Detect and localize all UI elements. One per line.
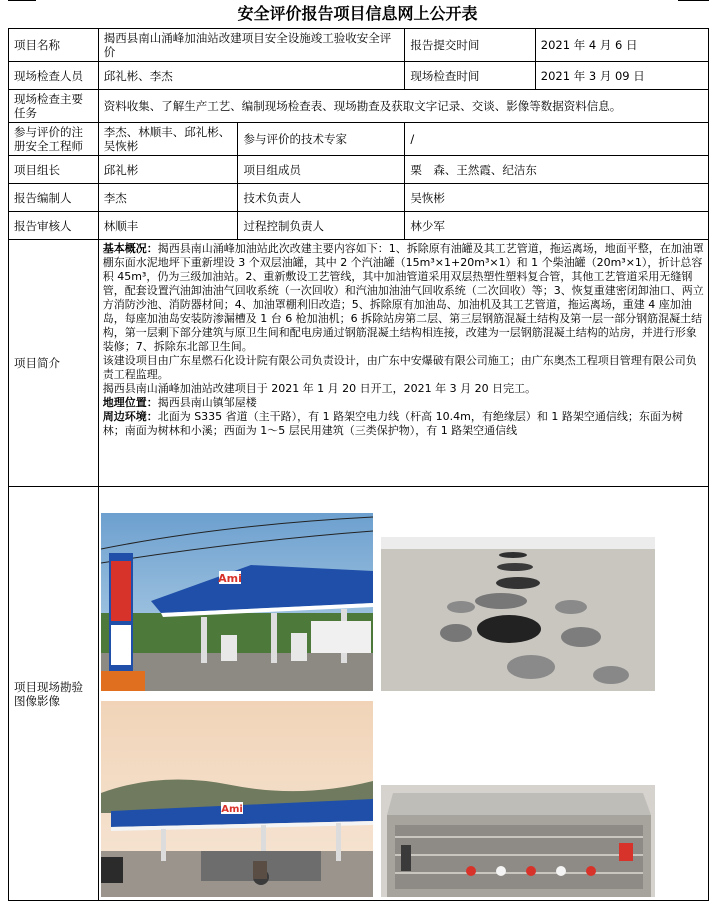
photo-station-side [101,701,373,897]
surroundings-heading: 周边环境： [102,410,158,423]
row-intro [9,240,709,487]
intro-design: 该建设项目由广东星燃石化设计院有限公司负责设计，由广东中安爆破有限公司施工；由广东奥杰工程项目管理有限公司负责工程监理。 [102,354,697,381]
label-experts: 参与评价的技术专家 [238,123,405,156]
intro-location [103,396,704,410]
photo-station-front [101,513,373,691]
brand-logo-1: Ami [217,572,242,585]
value-inspectors: 邱礼彬、李杰 [98,62,405,90]
label-author: 报告编制人 [9,184,99,212]
label-project-name: 项目名称 [9,29,99,62]
photo-tank-covers [381,537,655,691]
overview-text: 揭西县南山涌峰加油站此次改建主要内容如下：1、拆除原有油罐及其工艺管道，拖运离场，地面平整，在加油罩棚东面水泥地坪下重新埋设 3 个双层油罐，其中 2 个汽油罐（15m³×1+20m³×1）和 1 个柴油罐（20m³×1），折计总容积 45m³，仍为三级加油站。2、重新敷设工艺管线，其中加油管道采用双层热塑性塑料复合管，其他工艺管道采用无缝钢管，配套设置汽油卸油油气回收系统（一次回收）和汽油加油油气回收系统（二次回收）等；3、恢复重建密闭卸油口、两立方消防沙池、消防器材间；4、加油罩棚利旧改造；5、拆除原有加油岛、加油机及其工艺管道，拖运离场，重建 4 座加油岛，每座加油岛安装防渗漏槽及 1 台 6 枪加油机；6 拆除站房第二层、第三层钢筋混凝土结构及第一层一部分钢筋混凝土结构，第一层剩下部分建筑与原卫生间和配电房通过钢筋混凝土结构相连接，改建为一层钢筋混凝土结构的站房，并进行形象装修；7、拆除东北部卫生间。 [102,242,704,353]
value-tech-lead: 吴恢彬 [405,184,709,212]
page-title: 安全评价报告项目信息网上公开表 [237,4,478,23]
label-intro: 项目简介 [9,240,99,487]
value-process-lead: 林少军 [405,212,709,240]
row-leader [9,156,709,184]
label-submit-date: 报告提交时间 [405,29,535,62]
label-inspection-date: 现场检查时间 [405,62,535,90]
value-main-tasks: 资料收集、了解生产工艺、编制现场检查表、现场勘查及获取文字记录、交谈、影像等数据资料信息。 [98,90,708,123]
label-inspectors: 现场检查人员 [9,62,99,90]
row-reviewer [9,212,709,240]
value-members: 栗 森、王然霞、纪洁东 [405,156,709,184]
value-leader: 邱礼彬 [98,156,238,184]
value-project-name: 揭西县南山涌峰加油站改建项目安全设施竣工验收安全评价 [98,29,405,62]
photo-discharge-box [381,785,655,897]
label-reviewer: 报告审核人 [9,212,99,240]
label-members: 项目组成员 [238,156,405,184]
row-photos [9,487,709,901]
intro-surroundings [103,410,704,438]
label-engineers: 参与评价的注册安全工程师 [9,123,99,156]
label-process-lead: 过程控制负责人 [238,212,405,240]
row-inspectors [9,62,709,90]
label-main-tasks: 现场检查主要任务 [9,90,99,123]
value-experts: / [405,123,709,156]
label-tech-lead: 技术负责人 [238,184,405,212]
row-main-tasks [9,90,709,123]
row-author [9,184,709,212]
value-submit-date: 2021 年 4 月 6 日 [535,29,708,62]
location-heading: 地理位置： [102,396,158,409]
info-table [8,28,709,901]
overview-heading: 基本概况： [102,242,158,255]
intro-schedule: 揭西县南山涌峰加油站改建项目于 2021 年 1 月 20 日开工，2021 年 3 月 20 日完工。 [102,382,537,395]
brand-logo-2: Ami [220,804,243,815]
intro-body [98,240,708,487]
value-engineers: 李杰、林顺丰、邱礼彬、吴恢彬 [98,123,238,156]
label-leader: 项目组长 [9,156,99,184]
photos-cell [98,487,708,901]
value-author: 李杰 [98,184,238,212]
label-photos: 项目现场勘验图像影像 [9,487,99,901]
value-inspection-date: 2021 年 3 月 09 日 [535,62,708,90]
row-project-name [9,29,709,62]
surroundings-text: 北面为 S335 省道（主干路），有 1 路架空电力线（杆高 10.4m，有绝缘层）和 1 路架空通信线；东面为树林；南面为树林和小溪；西面为 1～5 层民用建筑（三类保护物），有 1 路架空通信线 [102,410,683,437]
intro-overview [103,242,704,354]
row-engineers [9,123,709,156]
location-text: 揭西县南山镇邹屋楼 [157,396,257,409]
value-reviewer: 林顺丰 [98,212,238,240]
